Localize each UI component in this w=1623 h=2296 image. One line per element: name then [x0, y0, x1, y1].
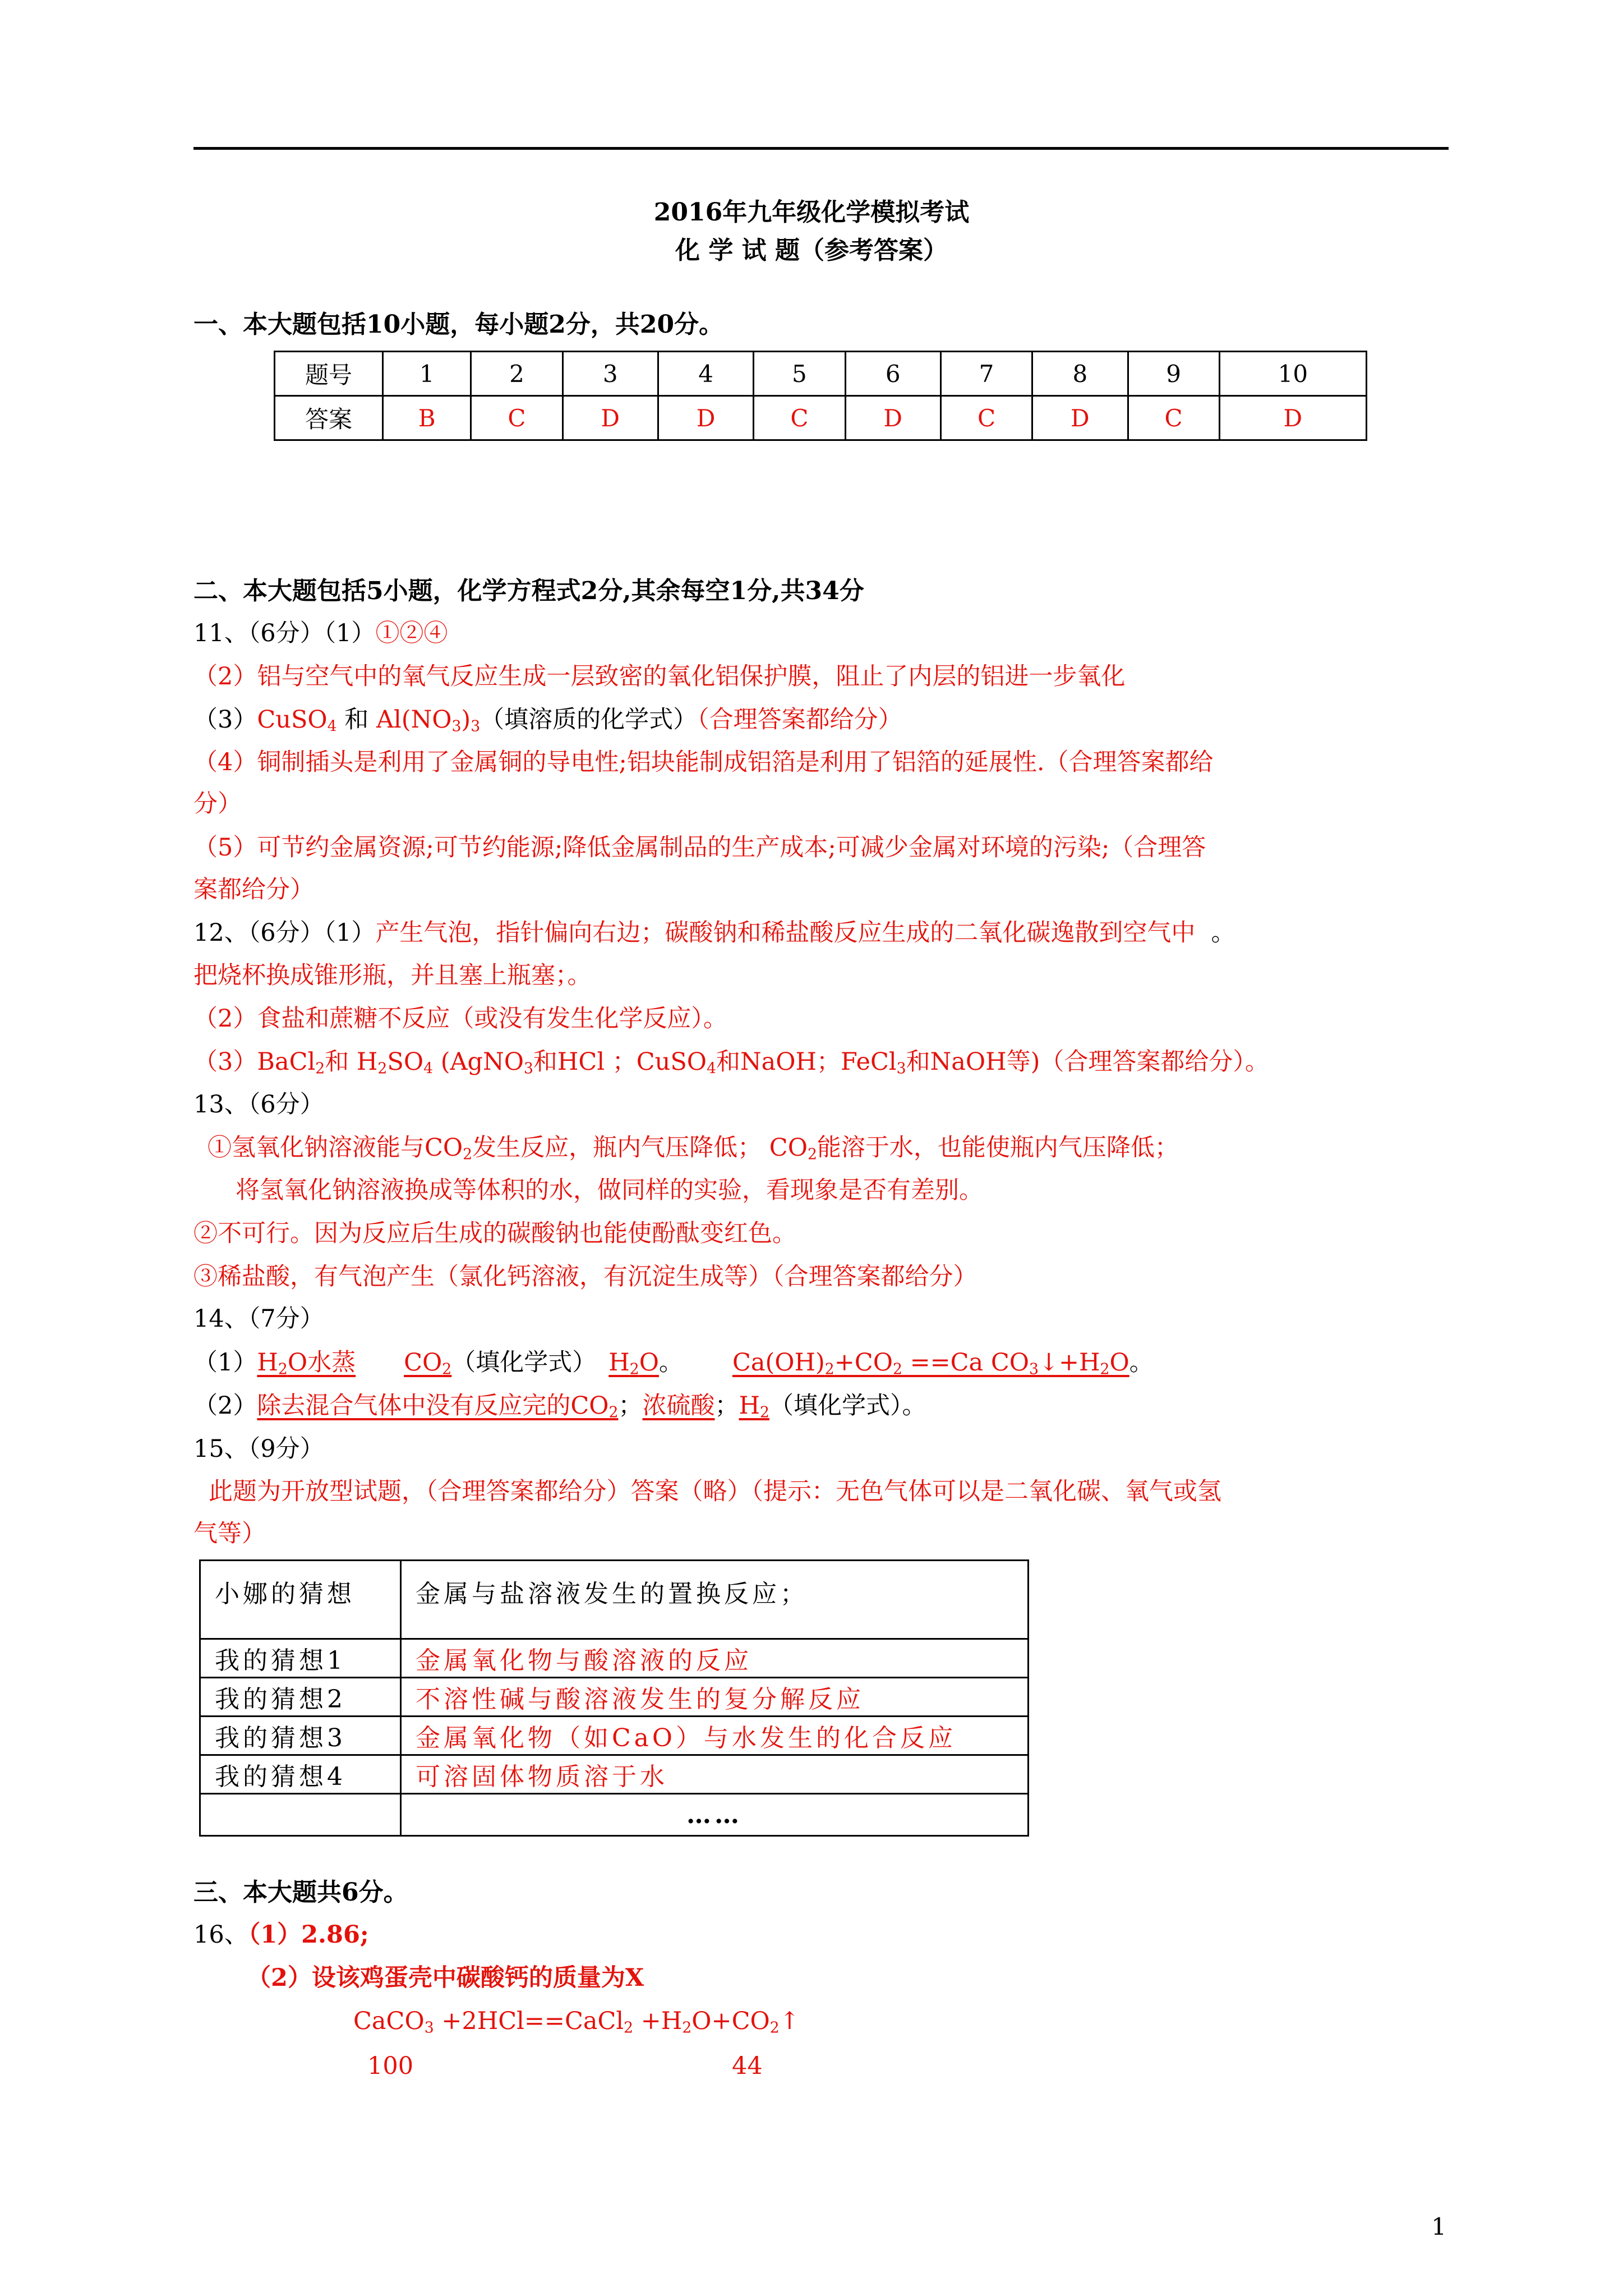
q11-answer4-line2: 分）	[193, 790, 242, 818]
q11-and: 和	[336, 706, 376, 734]
table-row-numbers	[275, 352, 1367, 396]
q14-blank2: $CO_2$	[404, 1349, 452, 1378]
answer-cell: D	[1032, 396, 1128, 440]
table-cell: 10	[1219, 352, 1366, 396]
table-cell: 9	[1128, 352, 1219, 396]
q14-label: 14、（7分）	[193, 1305, 324, 1333]
q11-answer4-line1: （4）铜制插头是利用了金属铜的导电性;铝块能制成铝箔是利用了铝箔的延展性.（合理答案都给	[193, 748, 1214, 776]
guess-value: 金属氧化物与酸溶液的反应	[401, 1639, 1029, 1678]
q14-blank3: $H_2O$	[608, 1349, 659, 1378]
exam-subtitle: 化 学 试 题（参考答案）	[675, 236, 948, 265]
q15-intro-line1: 此题为开放型试题，（合理答案都给分）答案（略）（提示：无色气体可以是二氧化碳、氧气或氢	[209, 1478, 1221, 1506]
table-cell: 3	[562, 352, 658, 396]
q14-line2: （2）除去混合气体中没有反应完的$CO_2$；浓硫酸；$H_2$（填化学式）。	[193, 1392, 926, 1421]
q11-line1	[193, 619, 448, 647]
answer-cell: B	[383, 396, 471, 440]
table-row	[200, 1717, 1029, 1755]
guess-value: ……	[401, 1794, 1029, 1836]
q16-mass-co2: 44	[732, 2052, 763, 2080]
q11-answer1: ①②④	[375, 619, 448, 647]
header-rule	[193, 147, 1449, 150]
answer-cell: D	[658, 396, 753, 440]
section2-heading: 二、本大题包括5小题，化学方程式2分,其余每空1分,共34分	[193, 577, 864, 605]
q11-tail: （合理答案都给分）	[697, 706, 902, 734]
q13-answer1: ①氢氧化钠溶液能与$CO_2$发生反应，瓶内气压降低； $CO_2$能溶于水，也能使瓶内气压降低；	[208, 1134, 1179, 1163]
q11-answer3-prefix: （3）	[193, 706, 257, 734]
q16-mass-caco3: 100	[367, 2052, 414, 2080]
q13-label: 13、（6分）	[193, 1091, 324, 1119]
q11-line3	[193, 706, 902, 735]
answer-cell: C	[754, 396, 845, 440]
q12-answer1-line2: 把烧杯换成锥形瓶，并且塞上瓶塞；。	[193, 961, 592, 990]
q15-label: 15、（9分）	[193, 1435, 324, 1463]
table-cell: 7	[940, 352, 1032, 396]
q16-line1	[193, 1923, 369, 1947]
q11-formula-cuso4: CuSO$_4$	[257, 706, 337, 735]
q12-answer1: 产生气泡，指针偏向右边；碳酸钠和稀盐酸反应生成的二氧化碳逸散到空气中	[375, 919, 1196, 947]
guess-label: 小娜的猜想	[200, 1561, 401, 1639]
table-cell: 6	[845, 352, 940, 396]
section3-heading: 三、本大题共6分。	[193, 1878, 408, 1907]
guess-value: 金属氧化物（如CaO）与水发生的化合反应	[401, 1717, 1029, 1755]
table-cell: 8	[1032, 352, 1128, 396]
guess-label: 我的猜想1	[200, 1639, 401, 1678]
row-label-answer: 答案	[275, 396, 383, 440]
guess-table	[199, 1559, 1029, 1837]
guess-value: 可溶固体物质溶于水	[401, 1755, 1029, 1794]
q11-answer2: （2）铝与空气中的氧气反应生成一层致密的氧化铝保护膜，阻止了内层的铝进一步氧化	[193, 662, 1126, 691]
answer-cell: D	[562, 396, 658, 440]
q14-line1: $(1)H_2O$水蒸 $CO_2$（填化学式） $H_2O$。 $Ca(OH)_2+CO_2 ==Ca$ $CO_3↓+H_2O$。	[193, 1349, 1154, 1378]
section1-heading: 一、本大题包括10小题，每小题2分，共20分。	[193, 310, 724, 339]
answer-cell: C	[940, 396, 1032, 440]
q11-formula-alno3: $Al(NO_3)_3$	[376, 706, 481, 735]
q13-answer1-line2: 将氢氧化钠溶液换成等体积的水，做同样的实验，看现象是否有差别。	[236, 1176, 983, 1204]
table-row	[200, 1639, 1029, 1678]
table-row	[200, 1755, 1029, 1794]
q12-line1	[193, 921, 1235, 945]
exam-title: 2016年九年级化学模拟考试	[653, 198, 970, 227]
q15-intro-line2: 气等）	[193, 1520, 266, 1548]
answer-cell: C	[471, 396, 562, 440]
q16-label: 16、	[193, 1921, 248, 1949]
table-row	[200, 1794, 1029, 1836]
q14-blank1: $H_2O$水蒸	[257, 1349, 356, 1378]
page-number: 1	[1431, 2213, 1446, 2240]
q14-blank5: 浓硫酸	[642, 1392, 715, 1420]
q11-answer5-line2: 案都给分）	[193, 876, 314, 904]
q12-answer2: （2）食盐和蔗糖不反应（或没有发生化学反应）。	[193, 1005, 727, 1033]
guess-label: 我的猜想4	[200, 1755, 401, 1794]
answer-cell: D	[845, 396, 940, 440]
q14-blank6: $H_2$	[739, 1392, 769, 1421]
q16-equation: CaCO$_3$ +2HCl==CaCl$_2$ $+H_2O+CO_2↑$	[353, 2007, 800, 2037]
table-row	[200, 1678, 1029, 1717]
q11-label: 11、（6分）（1）	[193, 619, 376, 647]
table-cell: 5	[754, 352, 845, 396]
table-row-answers	[275, 396, 1367, 440]
table-cell: 1	[383, 352, 471, 396]
q11-note: （填溶质的化学式）	[480, 706, 698, 734]
table-cell: 4	[658, 352, 753, 396]
guess-label	[200, 1794, 401, 1836]
answer-table	[274, 351, 1367, 441]
guess-value: 金属与盐溶液发生的置换反应；	[401, 1561, 1029, 1639]
q11-answer5-line1: （5）可节约金属资源;可节约能源;降低金属制品的生产成本;可减少金属对环境的污染;（合理答	[193, 834, 1206, 862]
guess-value: 不溶性碱与酸溶液发生的复分解反应	[401, 1678, 1029, 1717]
q13-answer3: ③稀盐酸，有气泡产生（氯化钙溶液，有沉淀生成等）（合理答案都给分）	[193, 1263, 978, 1291]
table-cell: 2	[471, 352, 562, 396]
table-row	[200, 1561, 1029, 1639]
row-label-number: 题号	[275, 352, 383, 396]
guess-label: 我的猜想2	[200, 1678, 401, 1717]
q12-answer3: （3）BaCl$_2$和 $H_2SO_4$ (AgNO$_3$和HCl ；CuSO$_4$和NaOH；FeCl$_3$和NaOH等)（合理答案都给分）。	[193, 1048, 1269, 1078]
q12-dot: 。	[1211, 919, 1235, 947]
q16-answer2: （2）设该鸡蛋壳中碳酸钙的质量为X	[247, 1964, 644, 1992]
q13-answer2: ②不可行。因为反应后生成的碳酸钠也能使酚酞变红色。	[193, 1220, 796, 1248]
q12-label: 12、（6分）（1）	[193, 919, 376, 947]
answer-cell: C	[1128, 396, 1219, 440]
q14-blank4: 除去混合气体中没有反应完的$CO_2$	[257, 1392, 619, 1421]
q14-equation: $Ca(OH)_2+CO_2 ==Ca$ $CO_3↓+H_2O$	[732, 1349, 1129, 1378]
guess-label: 我的猜想3	[200, 1717, 401, 1755]
answer-cell: D	[1219, 396, 1366, 440]
q16-answer1: （1）2.86;	[248, 1921, 369, 1949]
